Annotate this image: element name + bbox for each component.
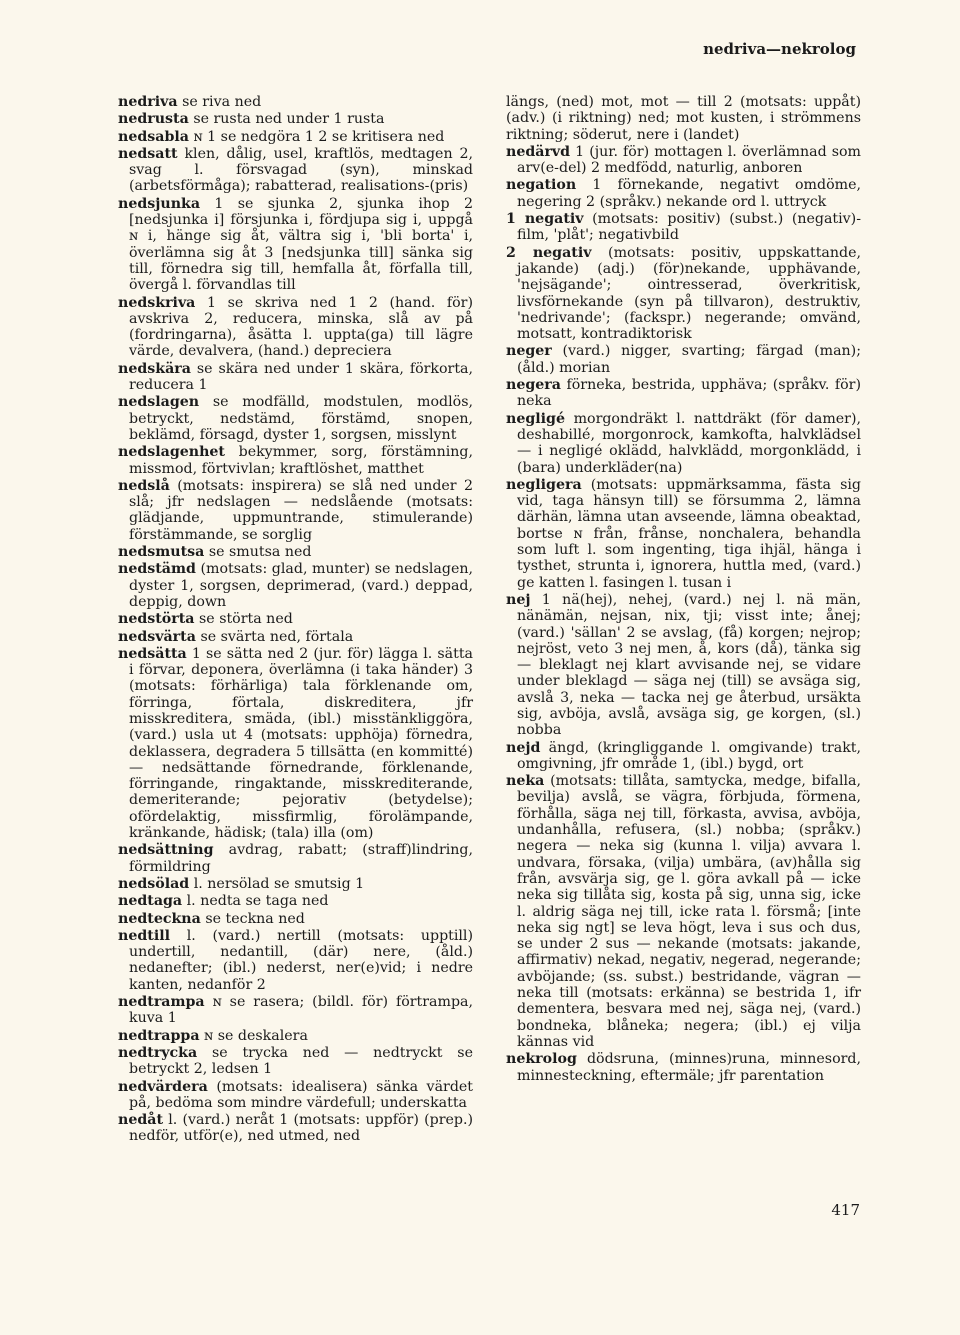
entry-definition: l. (vard.) nertill (motsats: upptill) undertill, nedantill, (där) nere, (åld.) nedanefter; (ibl.) nederst, ner(e)vid; i nedre kanten, nedanför 2	[129, 927, 473, 993]
dictionary-entry	[506, 245, 861, 343]
entry-headword: nedtill	[118, 927, 170, 944]
entry-definition: längs, (ned) mot, mot — till 2 (motsats: uppåt) (adv.) (i riktning) ned; mot kusten, i strömmens riktning; söderut, nere i (landet)	[506, 94, 861, 143]
dictionary-entry	[118, 478, 473, 543]
entry-definition: se rusta ned under 1 rusta	[193, 111, 385, 128]
dictionary-entry	[118, 561, 473, 610]
right-column	[506, 94, 861, 1085]
entry-headword: 2 negativ	[506, 244, 592, 261]
entry-definition: ɴ 1 se nedgöra 1 2 se kritisera ned	[193, 128, 445, 145]
entry-headword: nedvärdera	[118, 1078, 208, 1095]
dictionary-entry	[118, 893, 473, 909]
left-column	[118, 94, 473, 1146]
entry-headword: nedtrappa	[118, 1027, 200, 1044]
dictionary-entry	[506, 144, 861, 177]
entry-definition: l. nersölad se smutsig 1	[193, 875, 365, 892]
entry-definition: 1 förnekande, negativt omdöme, negering 2 (språkv.) nekande ord l. uttryck	[517, 177, 861, 210]
dictionary-entry	[118, 1079, 473, 1112]
entry-headword: nedrusta	[118, 111, 189, 128]
entry-headword: nedsjunka	[118, 195, 201, 212]
dictionary-entry	[506, 94, 861, 143]
dictionary-entry	[118, 146, 473, 195]
entry-definition: se teckna ned	[205, 910, 305, 927]
entry-headword: nedteckna	[118, 910, 201, 927]
entry-headword: nedsölad	[118, 875, 190, 892]
dictionary-entry	[118, 1112, 473, 1145]
dictionary-entry	[118, 994, 473, 1027]
dictionary-entry	[118, 111, 473, 127]
entry-headword: nedärvd	[506, 143, 571, 160]
entry-definition: bekymmer, sorg, förstämning, missmod, förtvivlan; kraftlöshet, matthet	[129, 444, 473, 477]
entry-headword: nedtrampa	[118, 994, 205, 1011]
entry-headword: nedskära	[118, 360, 191, 377]
dictionary-entry	[506, 211, 861, 244]
entry-definition: (motsats: positiv) (subst.) (negativ)-film, 'plåt'; negativbild	[517, 211, 862, 244]
dictionary-entry	[118, 1045, 473, 1078]
entry-definition: morgondräkt l. nattdräkt (för damer), deshabillé, morgonrock, kamkofta, halvklädsel — i negligé oklädd, halvklädd, morgonklädd, i (bara) underkläder(na)	[517, 410, 861, 476]
entry-headword: nedslagenhet	[118, 444, 225, 461]
entry-definition: l. (vard.) neråt 1 (motsats: uppför) (prep.) nedför, utför(e), ned utmed, ned	[129, 1112, 474, 1145]
entry-definition: (motsats: glad, munter) se nedslagen, dyster 1, sorgsen, deprimerad, (vard.) deppad, deppig, down	[129, 561, 474, 610]
dictionary-entry	[506, 1051, 861, 1084]
dictionary-entry	[118, 646, 473, 842]
entry-headword: nedtrycka	[118, 1044, 198, 1061]
dictionary-entry	[118, 129, 473, 145]
dictionary-entry	[118, 394, 473, 443]
entry-headword: nedsvärta	[118, 628, 196, 645]
entry-headword: nedstämd	[118, 561, 196, 578]
dictionary-entry	[506, 377, 861, 410]
dictionary-entry	[118, 876, 473, 892]
entry-headword: nedsättning	[118, 842, 214, 859]
entry-headword: nedsmutsa	[118, 544, 205, 561]
entry-headword: negation	[506, 177, 577, 194]
entry-headword: nedsätta	[118, 645, 187, 662]
dictionary-entry	[118, 295, 473, 360]
entry-definition: se störta ned	[199, 611, 293, 628]
entry-definition: ɴ se rasera; (bildl. för) förtrampa, kuva 1	[129, 994, 474, 1027]
entry-definition: förneka, bestrida, upphäva; (språkv. för) neka	[517, 377, 861, 410]
dictionary-entry	[118, 911, 473, 927]
entry-definition: (motsats: uppmärksamma, fästa sig vid, taga hänsyn till) se försumma 2, lämna därhän, lämna utan avseende, lämna obeaktad, bortse ɴ från, frånse, nonchalera, behandla som luft l. som ingenting, tiga ihjäl, hänga i tysthet, strunta i, ignorera, huttla med, (vard.) ge katten l. fasingen l. tusan i	[517, 476, 861, 591]
entry-definition: (motsats: positiv, uppskattande, jakande) (adj.) (för)nekande, upphävande, 'nejsägande'; ointresserad, överkritisk, livsförnekande (syn på tillvaron), destruktiv, 'nedrivande'; (fackspr.) negerande; omvänd, motsatt, kontradiktorisk	[517, 244, 861, 343]
entry-headword: nedtaga	[118, 893, 183, 910]
dictionary-entry	[506, 773, 861, 1050]
entry-definition: se smutsa ned	[208, 544, 312, 561]
dictionary-entry	[506, 343, 861, 376]
entry-headword: negligera	[506, 476, 582, 493]
dictionary-entry	[118, 928, 473, 993]
entry-definition: se riva ned	[182, 94, 262, 110]
entry-headword: negligé	[506, 410, 565, 427]
dictionary-entry	[118, 444, 473, 477]
entry-definition: se trycka ned — nedtryckt se betryckt 2, ledsen 1	[129, 1044, 473, 1078]
dictionary-entry	[118, 629, 473, 645]
entry-definition: se modfälld, modstulen, modlös, betryckt, nedstämd, förstämd, snopen, beklämd, försagd, dyster 1, sorgsen, misslynt	[129, 394, 473, 443]
dictionary-entry	[118, 842, 473, 875]
dictionary-entry	[118, 544, 473, 560]
entry-headword: neka	[506, 773, 545, 790]
dictionary-entry	[506, 477, 861, 591]
entry-definition: ɴ se deskalera	[204, 1027, 308, 1044]
entry-definition: (motsats: inspirera) se slå ned under 2 slå; jfr nedslagen — nedslående (motsats: glädjande, uppmuntrande, stimulerande) förstämmande, se sorglig	[129, 477, 474, 543]
entry-headword: nedåt	[118, 1112, 164, 1129]
entry-headword: neger	[506, 343, 552, 360]
entry-headword: nedriva	[118, 94, 178, 110]
entry-headword: negera	[506, 377, 561, 394]
entry-definition: se skära ned under 1 skära, förkorta, reducera 1	[129, 360, 473, 394]
dictionary-entry	[118, 1028, 473, 1044]
entry-headword: nedslå	[118, 477, 170, 494]
entry-definition: avdrag, rabatt; (straff)lindring, förmildring	[129, 842, 473, 875]
dictionary-entry	[118, 94, 473, 110]
entry-headword: nedslagen	[118, 394, 200, 411]
entry-definition: se svärta ned, förtala	[200, 628, 354, 645]
entry-headword: nedstörta	[118, 611, 195, 628]
entry-definition: 1 se sjunka 2, sjunka ihop 2 [nedsjunka i] försjunka i, fördjupa sig i, uppgå ɴ i, hänge sig åt, vältra sig i, 'bli borta' i, överlämna sig åt 3 [nedsjunka till] sänka sig till, förnedra sig till, hemfalla åt, förfalla till, övergå l. förvandlas till	[129, 195, 473, 294]
entry-definition: (motsats: idealisera) sänka värdet på, bedöma som mindre värdefull; underskatta	[129, 1078, 473, 1111]
entry-definition: klen, dålig, usel, kraftlös, medtagen 2, svag l. försvagad (syn), minskad (arbetsförmåga); rabatterad, realisations-(pris)	[129, 145, 473, 195]
entry-definition: (motsats: tillåta, samtycka, medge, bifalla, bevilja) avslå, se vägra, förbjuda, förmena, förhålla, säga nej till, förkasta, avvisa, avböja, undanhålla, refusera, (sl.) nobba; (språkv.) negera — neka sig (kunna l. vilja) avvara l. undvara, försaka, (vilja) umbära, (av)hålla sig från, avsvärja sig, ge l. göra avkall på — icke neka sig tillåta sig, kosta på sig, unna sig, icke l. aldrig säga nej till, icke rata l. försmå; [inte neka sig ngt] se leva högt, leva i sus och dus, se under 2 sus — nekande (motsats: jakande, affirmativ) nekad, negativ, negerad, negerande; avböjande; (ss. subst.) bestridande, vägran — neka till (motsats: erkänna) se bestrida 1, ifr dementera, besvara med nej, säga nej, (vard.) bondneka, blåneka; negera; (ibl.) ej vilja kännas vid	[517, 773, 861, 1050]
dictionary-entry	[506, 177, 861, 210]
entry-definition: 1 se skriva ned 1 2 (hand. för) avskriva 2, reducera, minska, slå av på (fordringarna), åsätta l. uppta(ga) till lägre värde, devalvera, (hand.) depreciera	[129, 294, 473, 360]
entry-definition: dödsruna, (minnes)runa, minnesord, minnesteckning, eftermäle; jfr parentation	[517, 1051, 861, 1084]
dictionary-entry	[118, 196, 473, 294]
entry-headword: nedskriva	[118, 294, 196, 311]
entry-definition: 1 se sätta ned 2 (jur. för) lägga l. sätta i förvar, deponera, överlämna (i taka händer) 3 (motsats: förhärliga) tala förklenande om, förringa, förtala, diskreditera, jfr misskreditera, smäda, (ibl.) misstänkliggöra, (vard.) usla ut 4 (motsats: upphöja) förnedra, deklassera, degradera 5 tillsätta (en kommitté) — nedsättande förnedrande, förklenande, förringande, ringaktande, misskrediterande, demeriterande; pejorativ (betydelse); ofördelaktig, missfirmlig, förolämpande, kränkande, hädisk; (tala) illa (om)	[129, 645, 474, 842]
entry-headword: nekrolog	[506, 1051, 577, 1068]
dictionary-entry	[118, 361, 473, 394]
entry-headword: nej	[506, 591, 531, 608]
entry-definition: l. nedta se taga ned	[186, 893, 329, 910]
entry-definition: ängd, (kringliggande l. omgivande) trakt, omgivning, jfr område 1, (ibl.) bygd, ort	[517, 739, 861, 772]
dictionary-entry	[506, 592, 861, 739]
entry-definition: 1 (jur. för) mottagen l. överlämnad som arv(e-del) 2 medfödd, naturlig, anboren	[517, 143, 861, 177]
running-header: nedriva—nekrolog	[703, 40, 856, 58]
dictionary-entry	[118, 611, 473, 627]
page-number: 417	[831, 1201, 860, 1219]
dictionary-entry	[506, 740, 861, 773]
entry-headword: nedsatt	[118, 145, 178, 162]
entry-headword: 1 negativ	[506, 211, 584, 228]
entry-headword: nejd	[506, 739, 541, 756]
dictionary-entry	[506, 411, 861, 476]
entry-definition: 1 nä(hej), nehej, (vard.) nej l. nä män, nänämän, nejsan, nix, tji; visst inte; ånej; (vard.) 'sällan' 2 se avslag, (få) korgen; nejrop; nejröst, veto 3 nej men, å, kors (då), tänka sig — bleklagt nej klart avvisande nej, se vidare under bleklagd — säga nej (till) se avsäga sig, avslå 3, neka — tacka nej ge återbud, ursäkta sig, avböja, avslå, avsäga sig, ge korgen, (sl.) nobba	[517, 591, 861, 739]
entry-definition: (vard.) nigger, svarting; färgad (man); (åld.) morian	[517, 343, 861, 376]
entry-headword: nedsabla	[118, 128, 189, 145]
